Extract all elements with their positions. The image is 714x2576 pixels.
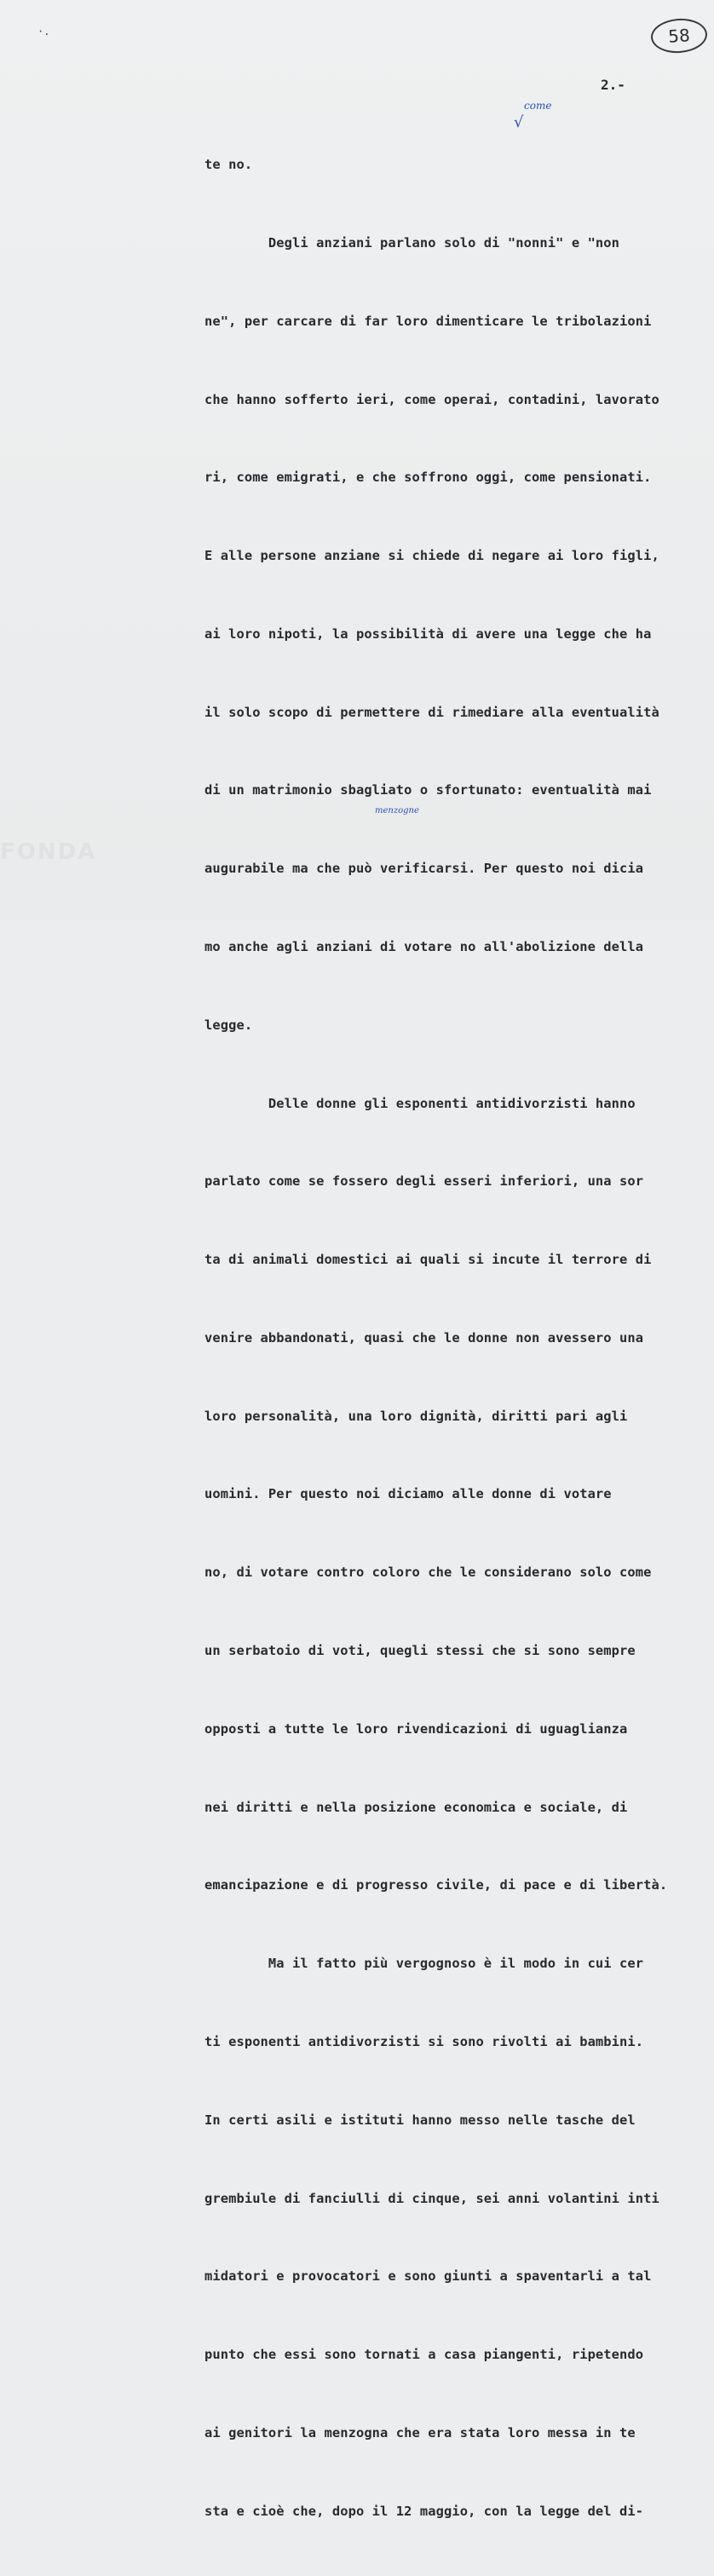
text-line: loro personalità, una loro dignità, diritti pari agli (204, 1408, 628, 1424)
text-line: grembiule di fanciulli di cinque, sei anni volantini inti (204, 2190, 659, 2206)
text-line: no, di votare contro coloro che le considerano solo come (204, 1565, 652, 1581)
page-number: 2.- (601, 77, 625, 93)
archive-watermark: FONDA (0, 839, 97, 865)
text-line: ta di animali domestici ai quali si incute il terrore di (204, 1252, 652, 1268)
text-line: augurabile ma che può verificarsi. Per questo noi dicia (204, 861, 644, 877)
text-line: di un matrimonio sbagliato o sfortunato: eventualità mai (204, 782, 652, 798)
text-line: ne", per carcare di far loro dimenticare le tribolazioni (204, 313, 652, 329)
text-line: ri, come emigrati, e che soffrono oggi, come pensionati. (204, 470, 652, 486)
annotation-come: come (524, 100, 552, 112)
text-line: Degli anziani parlano solo di "nonni" e "non (204, 234, 620, 251)
text-line: legge. (204, 1017, 253, 1033)
text-line: ti esponenti antidivorzisti si sono rivolti ai bambini. (204, 2033, 644, 2049)
text-line: che hanno sofferto ieri, come operai, contadini, lavorato (204, 391, 659, 407)
insertion-caret-icon: √ (514, 113, 524, 131)
edge-mark: ·. (37, 26, 50, 37)
text-line: ai genitori la menzogna che era stata loro messa in te (204, 2424, 636, 2441)
text-line: il solo scopo di permettere di rimediare alla eventualità (204, 704, 659, 720)
sheet-number: 58 (667, 25, 691, 47)
sheet-number-stamp (650, 17, 709, 55)
text-line: sta e cioè che, dopo il 12 maggio, con la legge del di- (204, 2503, 644, 2519)
text-line: mo anche agli anziani di votare no all'abolizione della (204, 939, 644, 954)
text-line: ai loro nipoti, la possibilità di avere una legge che ha (204, 625, 652, 642)
text-line: punto che essi sono tornati a casa piangenti, ripetendo (204, 2347, 644, 2363)
text-line: parlato come se fossero degli esseri inferiori, una sor (204, 1173, 644, 1190)
text-line: te no. (204, 157, 253, 173)
text-line: midatori e provocatori e sono giunti a spaventarli a tal (204, 2268, 652, 2285)
text-line: Delle donne gli esponenti antidivorzisti hanno (204, 1095, 636, 1111)
text-line: opposti a tutte le loro rivendicazioni di uguaglianza (204, 1720, 628, 1737)
text-line: In certi asili e istituti hanno messo nelle tasche del (204, 2112, 636, 2128)
text-line: E alle persone anziane si chiede di negare ai loro figli, (204, 548, 659, 564)
annotation-menzogne: menzogne (375, 806, 419, 815)
text-line: emancipazione e di progresso civile, di pace e di libertà. (204, 1877, 668, 1893)
text-line: uomini. Per questo noi diciamo alle donne di votare (204, 1486, 612, 1502)
text-line: venire abbandonati, quasi che le donne non avessero una (204, 1329, 644, 1346)
text-line: un serbatoio di voti, quegli stessi che si sono sempre (204, 1643, 636, 1659)
text-line: Ma il fatto più vergognoso è il modo in cui cer (204, 1956, 644, 1972)
document-body (204, 100, 707, 2576)
text-line: nei diritti e nella posizione economica e sociale, di (204, 1799, 628, 1815)
